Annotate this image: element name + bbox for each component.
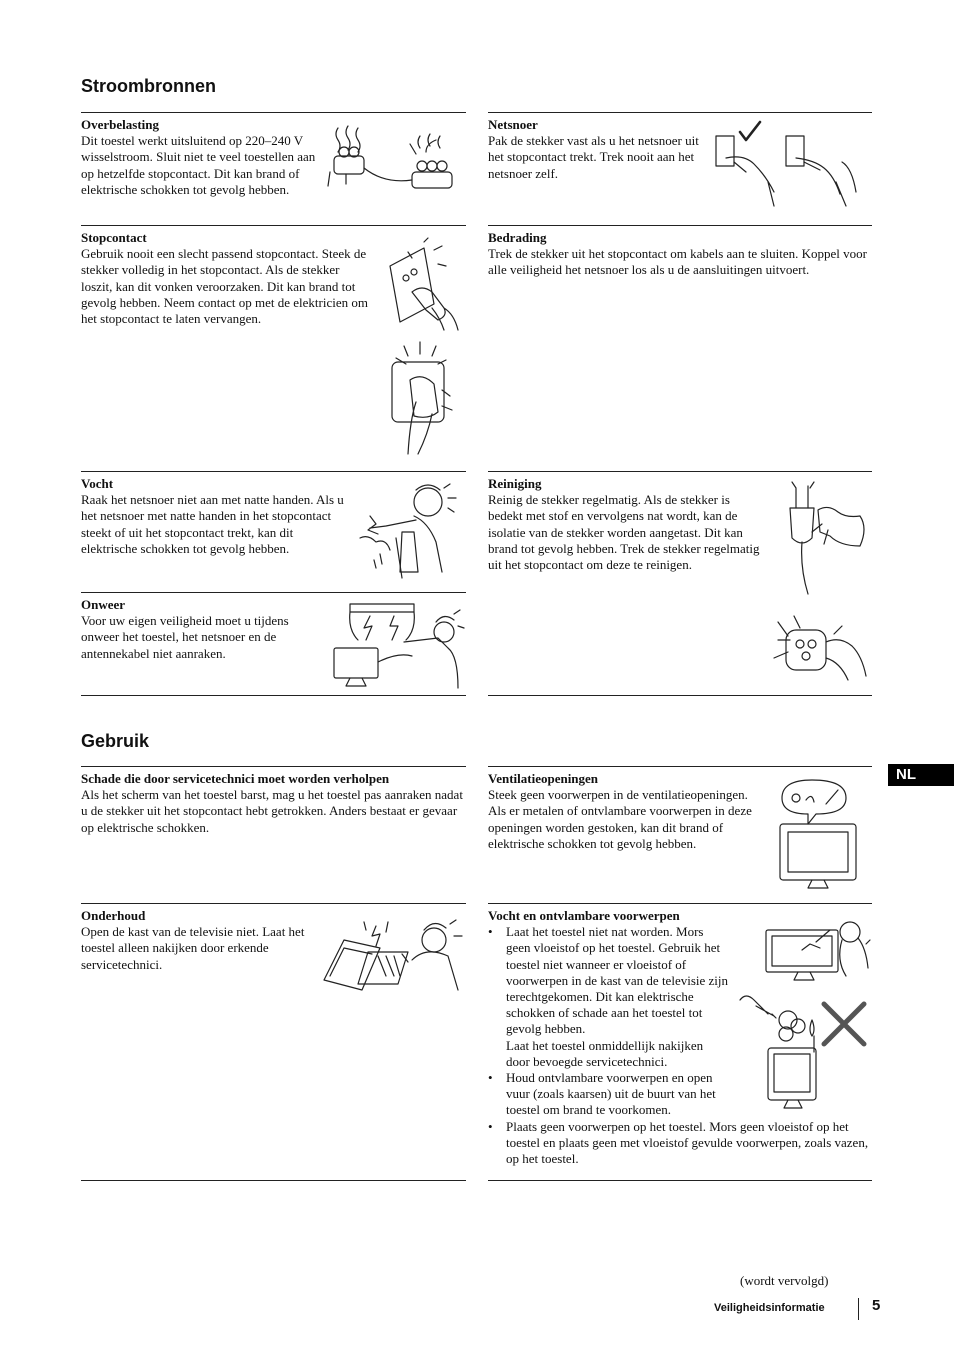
liquids-bullet-1b: Laat het toestel onmiddellijk nakijken door bevoegde servicetechnici. [506, 1037, 704, 1069]
maintenance-title: Onderhoud [81, 908, 146, 923]
socket-block [81, 230, 373, 327]
divider [488, 903, 872, 904]
moisture-text: Raak het netsnoer niet aan met natte handen. Als u het netsnoer met natte handen in het stopcontact steekt of uit het stopcontact trekt, kan dit elektrische schokken tot gevolg hebben. [81, 492, 344, 556]
wet-hands-illustration [356, 480, 464, 580]
cord-block [488, 117, 710, 182]
section-heading-power: Stroombronnen [81, 76, 216, 96]
open-cabinet-illustration [320, 916, 464, 992]
moisture-title: Vocht [81, 476, 114, 491]
wiring-text: Trek de stekker uit het stopcontact om kabels aan te sluiten. Koppel voor alle veiligheid het netsnoer los als u de aansluitingen uitvoert. [488, 246, 867, 278]
cleaning-block [488, 476, 760, 573]
overload-title: Overbelasting [81, 117, 159, 132]
language-tab: NL [888, 764, 954, 786]
divider [488, 1180, 872, 1181]
vents-block [488, 771, 758, 852]
divider [81, 766, 466, 767]
overload-text: Dit toestel werkt uitsluitend op 220–240 V wisselstroom. Sluit niet te veel toestellen aan op hetzelfde stopcontact. Dit kan brand of elektrische schokken tot gevolg hebben. [81, 133, 316, 197]
liquids-title: Vocht en ontvlambare voorwerpen [488, 908, 680, 923]
divider [488, 112, 872, 113]
page-number: 5 [872, 1297, 881, 1314]
clean-plug-illustration [784, 480, 868, 596]
service-text: Als het scherm van het toestel barst, mag u het toestel pas aanraken nadat u de stekker uit het stopcontact hebt getrokken. Anders bestaat er gevaar op elektrische schokken. [81, 787, 463, 835]
storm-text: Voor uw eigen veiligheid moet u tijdens onweer het toestel, het netsnoer en de antennekabel niet aanraken. [81, 613, 289, 661]
storm-title: Onweer [81, 597, 126, 612]
socket-text: Gebruik nooit een slecht passend stopcontact. Steek de stekker volledig in het stopcontact. Als de stekker loszit, kan dit vonken veroorzaken. Dit kan brand tot gevolg hebben. Neem contact op met de elektricien om het stopcontact te laten vervangen. [81, 246, 368, 327]
vents-title: Ventilatieopeningen [488, 771, 599, 786]
cord-title: Netsnoer [488, 117, 538, 132]
divider [488, 225, 872, 226]
flames-illustration [736, 990, 822, 1114]
divider [81, 471, 466, 472]
list-item [506, 924, 728, 1070]
moisture-block [81, 476, 347, 557]
spilled-liquid-illustration [762, 918, 872, 984]
maintenance-block [81, 908, 307, 973]
cleaning-text: Reinig de stekker regelmatig. Als de stekker is bedekt met stof en vervolgens nat wordt, kan de isolatie van de stekker worden aangetast. Dit kan brand tot gevolg hebben. Trek de stekker regelmatig uit het stopcontact om deze te reinigen. [488, 492, 760, 573]
divider [81, 695, 466, 696]
loose-plug-illustration [382, 238, 466, 330]
socket-title: Stopcontact [81, 230, 147, 245]
list-item [506, 1070, 728, 1119]
liquids-bullet-1: Laat het toestel niet nat worden. Mors geen vloeistof op het toestel. Gebruik het toestel niet wanneer er vloeistof of voorwerpen in de kast van de televisie zijn terechtgekomen. Dit kan elektrische schokken of schade aan het toestel tot gevolg hebben. [506, 924, 729, 1037]
divider [488, 766, 872, 767]
divider [81, 225, 466, 226]
liquids-bullet-2: Houd ontvlambare voorwerpen en open vuur (zoals kaarsen) uit de buurt van het toestel om brand te voorkomen. [506, 1070, 716, 1118]
vents-text: Steek geen voorwerpen in de ventilatieopeningen. Als er metalen of ontvlambare voorwerpen in deze openingen worden gestoken, kan dit brand of elektrische schokken tot gevolg hebben. [488, 787, 752, 851]
service-title: Schade die door servicetechnici moet worden verholpen [81, 771, 390, 786]
service-block [81, 771, 467, 836]
continued-note: (wordt vervolgd) [740, 1273, 829, 1288]
divider [81, 112, 466, 113]
section-heading-use: Gebruik [81, 731, 150, 751]
footer-divider [858, 1298, 859, 1320]
prohibited-x-icon [820, 1000, 868, 1048]
maintenance-text: Open de kast van de televisie niet. Laat het toestel alleen nakijken door erkende servicetechnici. [81, 924, 305, 972]
storm-block [81, 597, 325, 662]
overload-block [81, 117, 317, 198]
divider [81, 903, 466, 904]
wiring-title: Bedrading [488, 230, 547, 245]
vents-tv-illustration [772, 778, 864, 890]
overload-illustration [326, 122, 458, 196]
wiring-block [488, 230, 874, 279]
thunderstorm-illustration [330, 602, 464, 688]
liquids-bullet-3: Plaats geen voorwerpen op het toestel. Mors geen vloeistof op het toestel en plaats geen met vloeistof gevulde voorwerpen, zoals vazen, op het toestel. [506, 1118, 869, 1167]
cord-illustration [712, 122, 870, 210]
cleaning-title: Reiniging [488, 476, 542, 491]
divider [488, 695, 872, 696]
plug-socket-illustration [388, 340, 460, 458]
divider [488, 471, 872, 472]
footer-section-title: Veiligheidsinformatie [714, 1302, 825, 1314]
divider [81, 592, 466, 593]
cord-text: Pak de stekker vast als u het netsnoer uit het stopcontact trekt. Trek nooit aan het netsnoer zelf. [488, 133, 699, 181]
divider [81, 1180, 466, 1181]
list-item [506, 1119, 872, 1168]
clean-plug-closeup-illustration [772, 612, 868, 684]
